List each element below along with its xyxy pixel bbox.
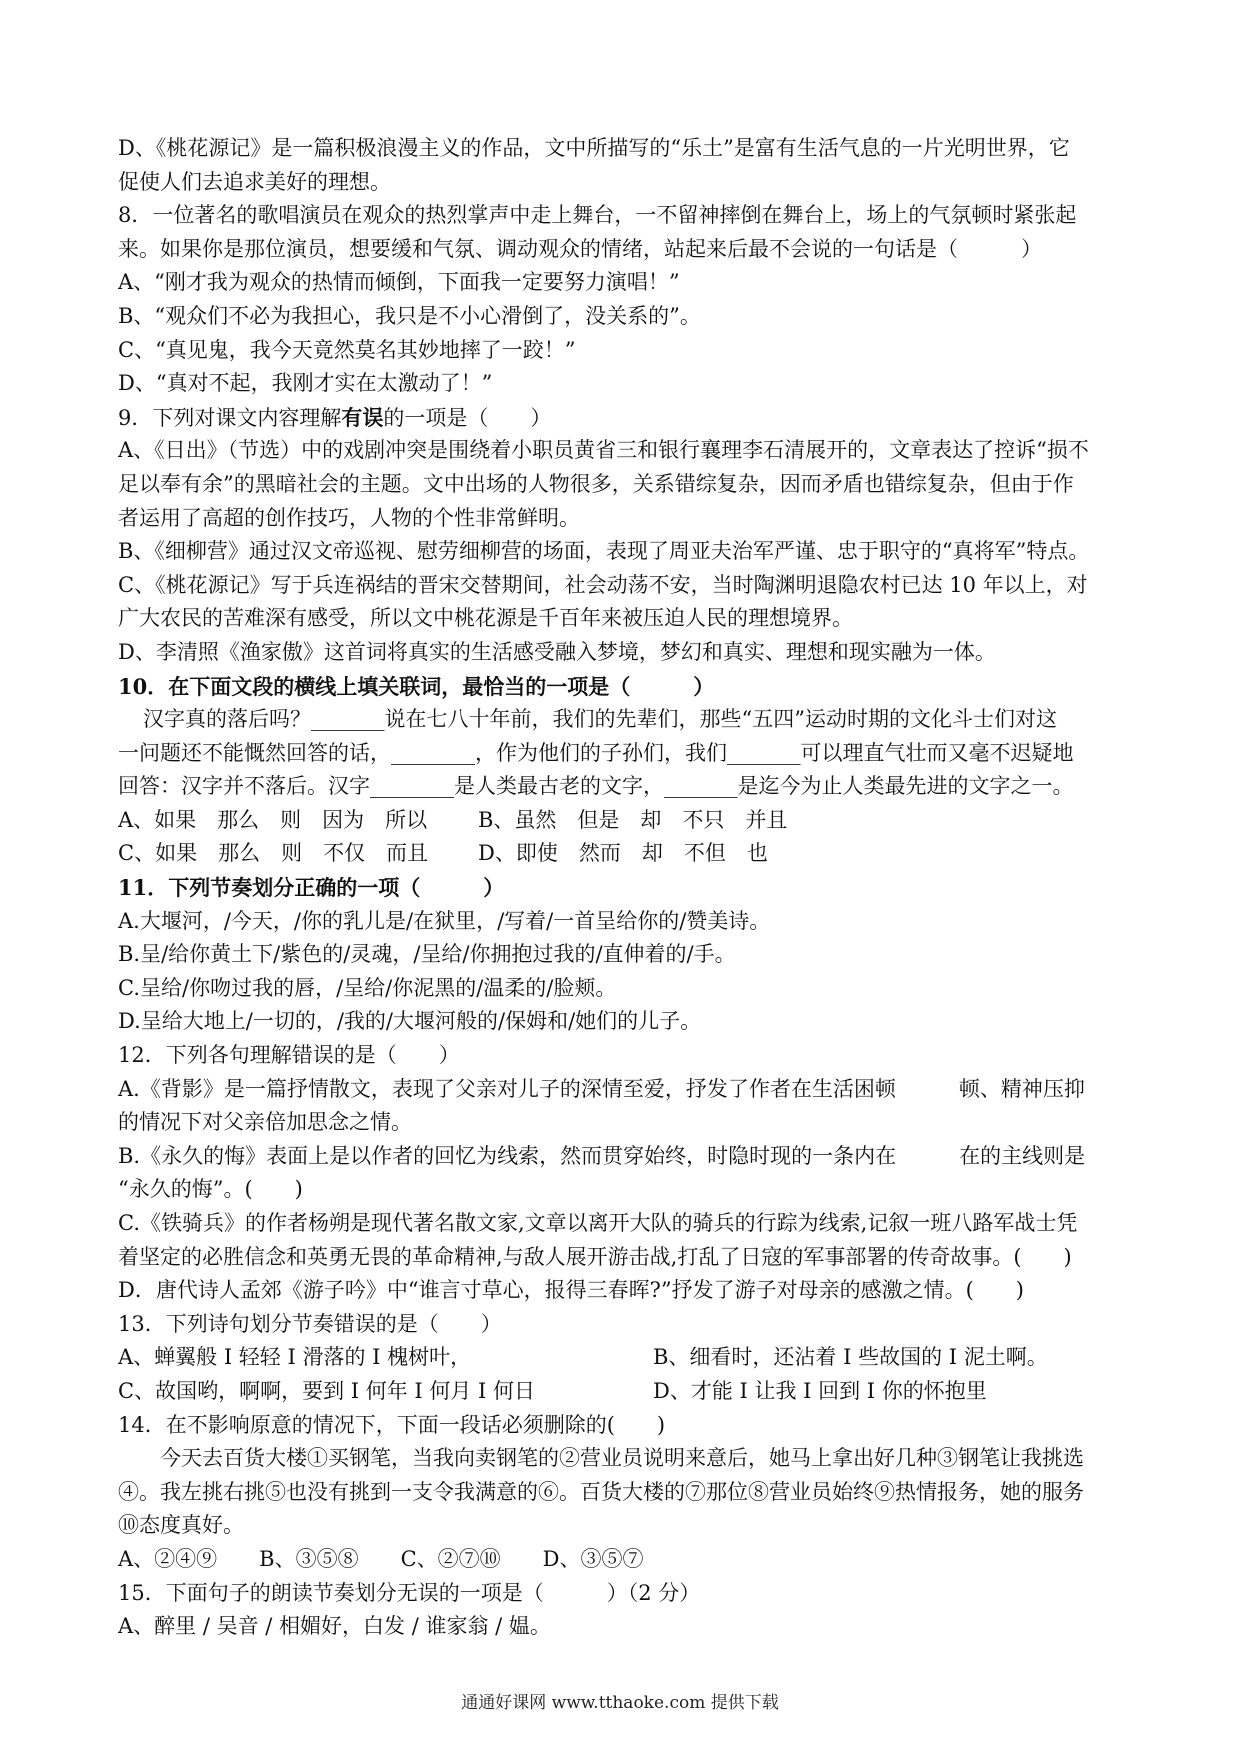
question-12-option-c: C.《铁骑兵》的作者杨朔是现代著名散文家,文章以离开大队的骑兵的行踪为线索,记叙一班八路军战士凭	[118, 1211, 1078, 1235]
text-line: 促使人们去追求美好的理想。	[118, 169, 391, 194]
question-11-stem: 11．下列节奏划分正确的一项（ ）	[118, 875, 505, 901]
question-10-options-row	[118, 804, 1128, 838]
question-14-passage: 今天去百货大楼①买钢笔，当我向卖钢笔的②营业员说明来意后，她马上拿出好几种③钢笔让我挑选	[160, 1446, 1084, 1471]
question-10-passage: 一问题还不能慨然回答的话，________，作为他们的子孙们，我们_______可以理直气壮而又毫不迟疑地	[118, 740, 1074, 765]
question-11-option-b: B.呈/给你黄土下/紫色的/灵魂，/呈给/你拥抱过我的/直伸着的/手。	[118, 942, 736, 967]
question-13-options-row	[118, 1341, 1128, 1375]
question-8-stem: 8．一位著名的歌唱演员在观众的热烈掌声中走上舞台，一不留神摔倒在舞台上，场上的气氛顿时紧张起	[118, 203, 1077, 228]
question-8-stem: 来。如果你是那位演员，想要缓和气氛、调动观众的情绪，站起来后最不会说的一句话是（ ）	[118, 236, 1042, 261]
question-8-option-c: C、“真见鬼，我今天竟然莫名其妙地摔了一跤！”	[118, 337, 576, 362]
question-12-option-b: B.《永久的悔》表面上是以作者的回忆为线索，然而贯穿始终，时隐时现的一条内在 在的主线则是	[118, 1143, 1086, 1168]
question-12-option-d: D．唐代诗人孟郊《游子吟》中“谁言寸草心，报得三春晖?”抒发了游子对母亲的感激之情。( )	[118, 1278, 1024, 1303]
question-9-option-c: C、《桃花源记》写于兵连祸结的晋宋交替期间，社会动荡不安，当时陶渊明退隐农村已达 10 年以上，对	[118, 572, 1088, 597]
question-11-option-a: A.大堰河，/今天，/你的乳儿是/在狱里，/写着/一首呈给你的/赞美诗。	[118, 908, 771, 933]
question-10-passage: 回答：汉字并不落后。汉字________是人类最古老的文字，_______是迄今为止人类最先进的文字之一。	[118, 774, 1074, 799]
question-12-option-a: A.《背影》是一篇抒情散文，表现了父亲对儿子的深情至爱，抒发了作者在生活困顿 顿、精神压抑	[118, 1076, 1085, 1101]
question-11-option-d: D.呈给大地上/一切的，/我的/大堰河般的/保姆和/她们的儿子。	[118, 1009, 702, 1034]
exam-page	[118, 132, 1128, 1644]
text-line: D、《桃花源记》是一篇积极浪漫主义的作品，文中所描写的“乐土”是富有生活气息的一片光明世界，它	[118, 136, 1070, 160]
question-9-option-d: D、李清照《渔家傲》这首词将真实的生活感受融入梦境，梦幻和真实、理想和现实融为一体。	[118, 639, 996, 664]
question-14-options: A、②④⑨ B、③⑤⑧ C、②⑦⑩ D、③⑤⑦	[118, 1546, 644, 1571]
question-9-stem-post: 的一项是（ ）	[383, 405, 552, 430]
question-13-option-b: B、细看时，还沾着 Ι 些故国的 Ι 泥土啊。	[653, 1345, 1048, 1370]
question-8-option-d: D、“真对不起，我刚才实在太激动了！”	[118, 371, 493, 396]
page-footer: 通通好课网 www.tthaoke.com 提供下载	[461, 1693, 779, 1713]
question-11-option-c: C.呈给/你吻过我的唇，/呈给/你泥黑的/温柔的/脸颊。	[118, 975, 617, 1000]
question-9-option-a: 者运用了高超的创作技巧，人物的个性非常鲜明。	[118, 505, 580, 530]
question-14-stem: 14．在不影响原意的情况下，下面一段话必须删除的( )	[118, 1412, 666, 1437]
question-12-option-b: “永久的悔”。( )	[118, 1177, 303, 1202]
question-10-option-a: A、如果 那么 则 因为 所以	[118, 807, 428, 832]
question-8-option-a: A、“刚才我为观众的热情而倾倒，下面我一定要努力演唱！”	[118, 270, 680, 295]
question-12-option-c: 着坚定的必胜信念和英勇无畏的革命精神,与敌人展开游击战,打乱了日寇的军事部署的传奇故事。( )	[118, 1244, 1072, 1269]
question-13-stem: 13．下列诗句划分节奏错误的是（ ）	[118, 1311, 502, 1336]
question-14-passage: ⑩态度真好。	[118, 1513, 244, 1538]
question-15-option-a: A、醉里 / 吴音 / 相媚好，白发 / 谁家翁 / 媪。	[118, 1614, 551, 1639]
question-9-option-c: 广大农民的苦难深有感受，所以文中桃花源是千百年来被压迫人民的理想境界。	[118, 606, 853, 631]
question-10-passage: 汉字真的落后吗？_______说在七八十年前，我们的先辈们，那些“五四”运动时期的文化斗士们对这	[143, 707, 1057, 732]
question-13-options-row	[118, 1375, 1128, 1409]
question-9-stem	[118, 401, 1128, 435]
question-12-stem: 12．下列各句理解错误的是（ ）	[118, 1043, 460, 1068]
question-9-stem-pre: 9．下列对课文内容理解	[118, 405, 342, 430]
question-13-option-c: C、故国哟，啊啊，要到 Ι 何年 Ι 何月 Ι 何日	[118, 1378, 536, 1403]
question-9-option-a: 足以奉有余”的黑暗社会的主题。文中出场的人物很多，关系错综复杂，因而矛盾也错综复杂，但由于作	[118, 471, 1074, 496]
question-9-option-b: B、《细柳营》通过汉文帝巡视、慰劳细柳营的场面，表现了周亚夫治军严谨、忠于职守的“真将军”特点。	[118, 539, 1090, 564]
question-15-stem: 15．下面句子的朗读节奏划分无误的一项是（ ）（2 分）	[118, 1580, 701, 1605]
question-14-passage: ④。我左挑右挑⑤也没有挑到一支令我满意的⑥。百货大楼的⑦那位⑧营业员始终⑨热情报务，她的服务	[118, 1479, 1084, 1504]
question-9-emphasis: 有误	[341, 404, 384, 430]
question-13-option-a: A、蝉翼般 Ι 轻轻 Ι 滑落的 Ι 槐树叶，	[118, 1345, 472, 1370]
question-10-options-row	[118, 837, 1128, 871]
question-10-stem: 10．在下面文段的横线上填关联词，最恰当的一项是（ ）	[118, 673, 715, 699]
question-10-option-d: D、即使 然而 却 不但 也	[478, 841, 768, 866]
question-10-option-b: B、虽然 但是 却 不只 并且	[478, 807, 788, 832]
question-12-option-a: 的情况下对父亲倍加思念之情。	[118, 1110, 412, 1135]
question-8-option-b: B、“观众们不必为我担心，我只是不小心滑倒了，没关系的”。	[118, 303, 701, 328]
question-9-option-a: A、《日出》（节选）中的戏剧冲突是围绕着小职员黄省三和银行襄理李石清展开的，文章表达了控诉“损不	[118, 438, 1089, 463]
question-13-option-d: D、才能 Ι 让我 Ι 回到 Ι 你的怀抱里	[653, 1378, 987, 1403]
question-10-option-c: C、如果 那么 则 不仅 而且	[118, 841, 429, 866]
